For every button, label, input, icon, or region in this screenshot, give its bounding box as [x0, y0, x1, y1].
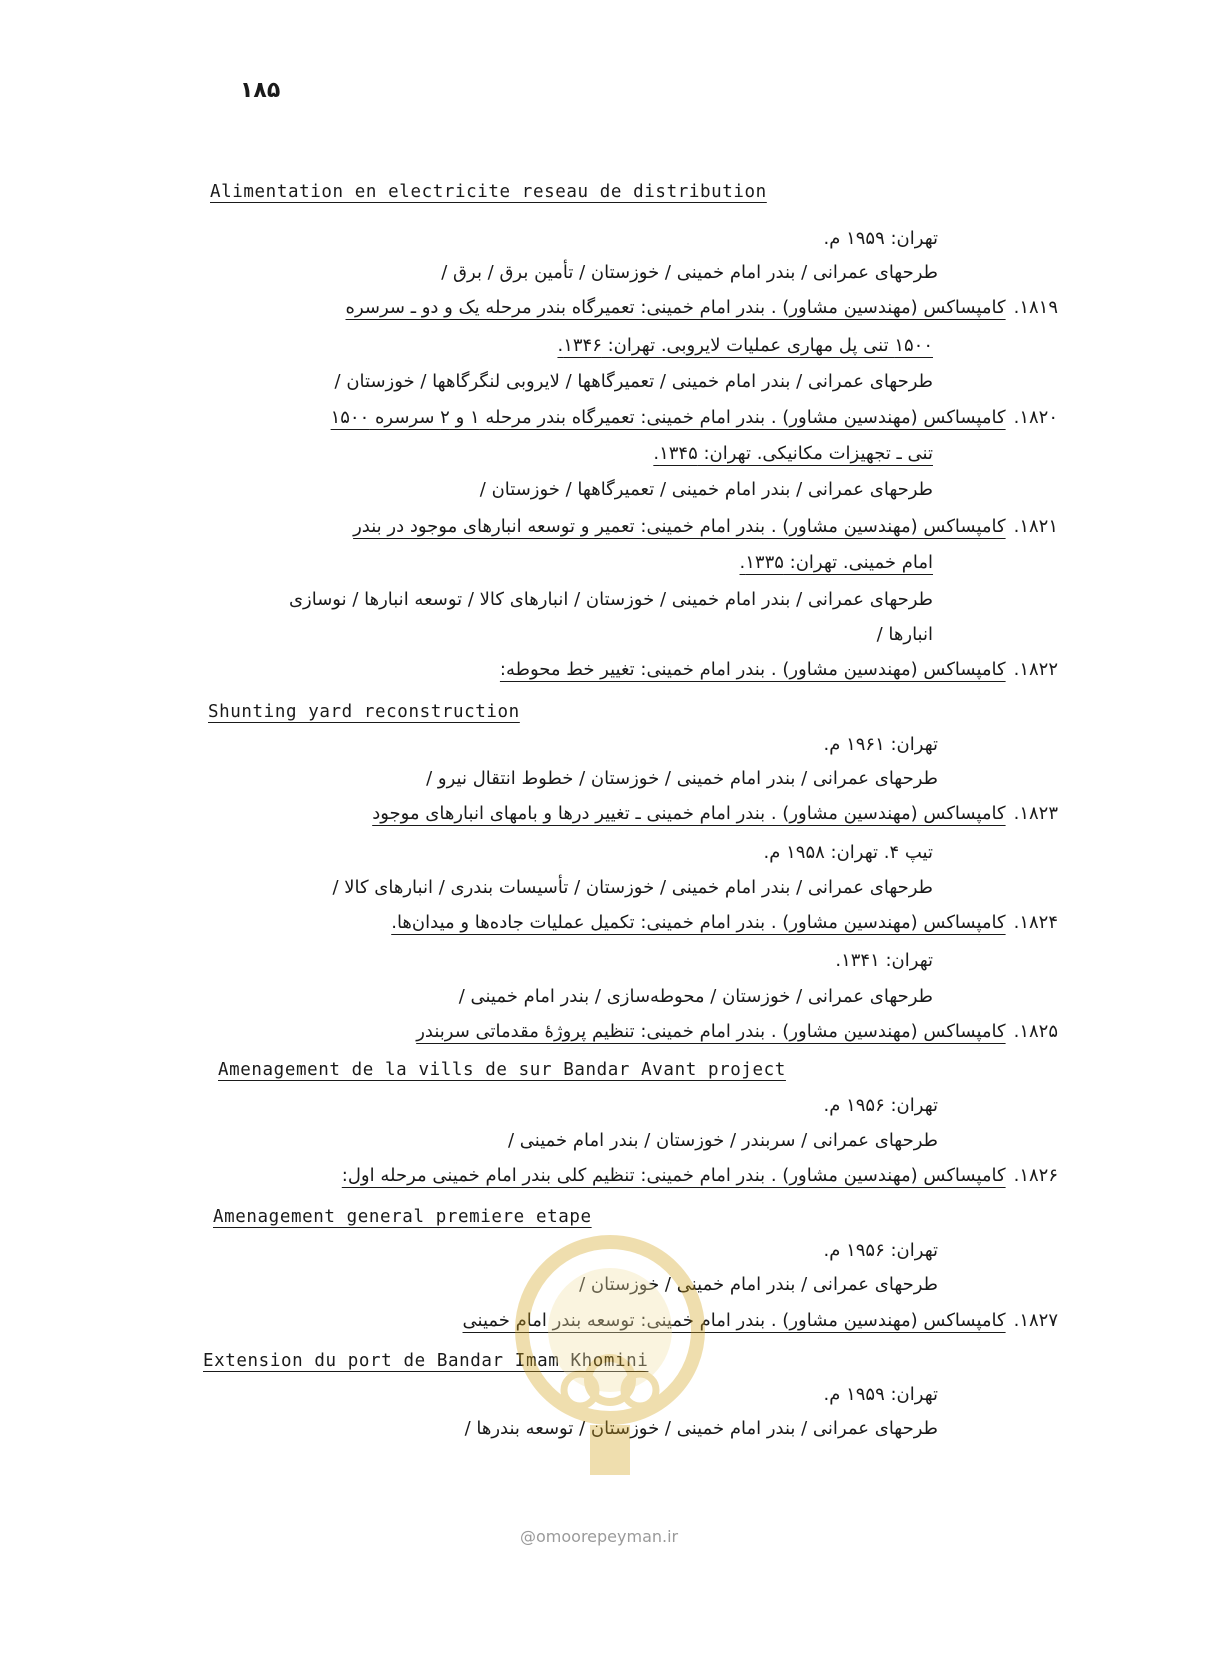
entry-number: ۱۸۲۲.: [1013, 659, 1058, 680]
subject-line: طرحهای عمرانی / بندر امام خمینی / خوزستان / تأمین برق / برق /: [441, 262, 938, 283]
subject-line: طرحهای عمرانی / بندر امام خمینی / خوزستان / خطوط انتقال نیرو /: [426, 768, 938, 789]
entry-number: ۱۸۱۹.: [1013, 297, 1058, 318]
catalog-entry: [353, 516, 1058, 537]
page-number: ۱۸۵: [240, 78, 281, 103]
entry-continuation: امام خمینی. تهران: ۱۳۳۵.: [739, 552, 933, 573]
subject-line: طرحهای عمرانی / خوزستان / محوطه‌سازی / بندر امام خمینی /: [458, 986, 933, 1007]
latin-title: Shunting yard reconstruction: [208, 702, 520, 722]
entry-text: کامپساکس (مهندسین مشاور) . بندر امام خمینی: توسعه بندر امام خمینی: [462, 1310, 1006, 1331]
catalog-entry: [500, 659, 1058, 680]
entry-number: ۱۸۲۴.: [1013, 912, 1058, 933]
entry-text: کامپساکس (مهندسین مشاور) . بندر امام خمینی: تعمیر و توسعه انبارهای موجود در بندر: [353, 516, 1006, 537]
catalog-entry: [391, 912, 1058, 933]
subject-line: طرحهای عمرانی / بندر امام خمینی / خوزستان / انبارهای کالا / توسعه انبارها / نوسازی: [288, 589, 933, 610]
entry-text: کامپساکس (مهندسین مشاور) . بندر امام خمینی: تعمیرگاه بندر مرحله یک و دو ـ سرسره: [345, 297, 1006, 318]
subject-line: طرحهای عمرانی / بندر امام خمینی / تعمیرگاهها / خوزستان /: [479, 479, 933, 500]
catalog-entry: [346, 297, 1058, 318]
imprint-line: تهران: ۱۹۵۹ م.: [823, 228, 938, 249]
latin-title: Amenagement general premiere etape: [213, 1207, 592, 1227]
subject-line: طرحهای عمرانی / بندر امام خمینی / خوزستان / توسعه بندرها /: [464, 1418, 938, 1439]
catalog-entry: [331, 407, 1058, 428]
entry-continuation: ۱۵۰۰ تنی پل مهاری عملیات لایروبی. تهران: ۱۳۴۶.: [557, 335, 933, 356]
entry-number: ۱۸۲۱.: [1013, 516, 1058, 537]
subject-line: طرحهای عمرانی / سربندر / خوزستان / بندر امام خمینی /: [507, 1130, 938, 1151]
latin-title: Amenagement de la vills de sur Bandar Avant project: [218, 1060, 786, 1080]
imprint-line: تهران: ۱۹۵۶ م.: [823, 1240, 938, 1261]
entry-text: کامپساکس (مهندسین مشاور) . بندر امام خمینی ـ تغییر درها و بامهای انبارهای موجود: [372, 803, 1006, 824]
entry-number: ۱۸۲۷.: [1013, 1310, 1058, 1331]
imprint-line: تهران: ۱۳۴۱.: [835, 950, 933, 971]
entry-number: ۱۸۲۵.: [1013, 1021, 1058, 1042]
entry-text: کامپساکس (مهندسین مشاور) . بندر امام خمینی: تغییر خط محوطه:: [499, 659, 1006, 680]
subject-line: طرحهای عمرانی / بندر امام خمینی / خوزستان /: [579, 1274, 938, 1295]
entry-text: کامپساکس (مهندسین مشاور) . بندر امام خمینی: تنظیم پروژهٔ مقدماتی سربندر: [416, 1021, 1006, 1042]
catalog-entry: [342, 1165, 1058, 1186]
subject-line: طرحهای عمرانی / بندر امام خمینی / تعمیرگاهها / لایروبی لنگرگاهها / خوزستان /: [334, 371, 933, 392]
entry-continuation: تیپ ۴. تهران: ۱۹۵۸ م.: [763, 842, 933, 863]
omoorepeyman-seal-icon: [510, 1230, 710, 1490]
entry-number: ۱۸۲۰.: [1013, 407, 1058, 428]
subject-continuation: انبارها /: [876, 624, 933, 645]
entry-continuation: تنی ـ تجهیزات مکانیکی. تهران: ۱۳۴۵.: [653, 443, 933, 464]
entry-text: کامپساکس (مهندسین مشاور) . بندر امام خمینی: تنظیم کلی بندر امام خمینی مرحله اول:: [341, 1165, 1006, 1186]
latin-title: Alimentation en electricite reseau de distribution: [210, 182, 767, 202]
imprint-line: تهران: ۱۹۶۱ م.: [823, 734, 938, 755]
entry-text: کامپساکس (مهندسین مشاور) . بندر امام خمینی: تکمیل عملیات جاده‌ها و میدان‌ها.: [391, 912, 1006, 933]
catalog-entry: [416, 1021, 1058, 1042]
watermark-site: @omoorepeyman.ir: [520, 1527, 679, 1546]
entry-number: ۱۸۲۶.: [1013, 1165, 1058, 1186]
subject-line: طرحهای عمرانی / بندر امام خمینی / خوزستان / تأسیسات بندری / انبارهای کالا /: [332, 877, 933, 898]
imprint-line: تهران: ۱۹۵۶ م.: [823, 1095, 938, 1116]
latin-title: Extension du port de Bandar Imam Khomini: [203, 1351, 649, 1371]
entry-number: ۱۸۲۳.: [1013, 803, 1058, 824]
catalog-entry: [372, 803, 1058, 824]
imprint-line: تهران: ۱۹۵۹ م.: [823, 1384, 938, 1405]
entry-text: کامپساکس (مهندسین مشاور) . بندر امام خمینی: تعمیرگاه بندر مرحله ۱ و ۲ سرسره ۱۵۰۰: [330, 407, 1006, 428]
